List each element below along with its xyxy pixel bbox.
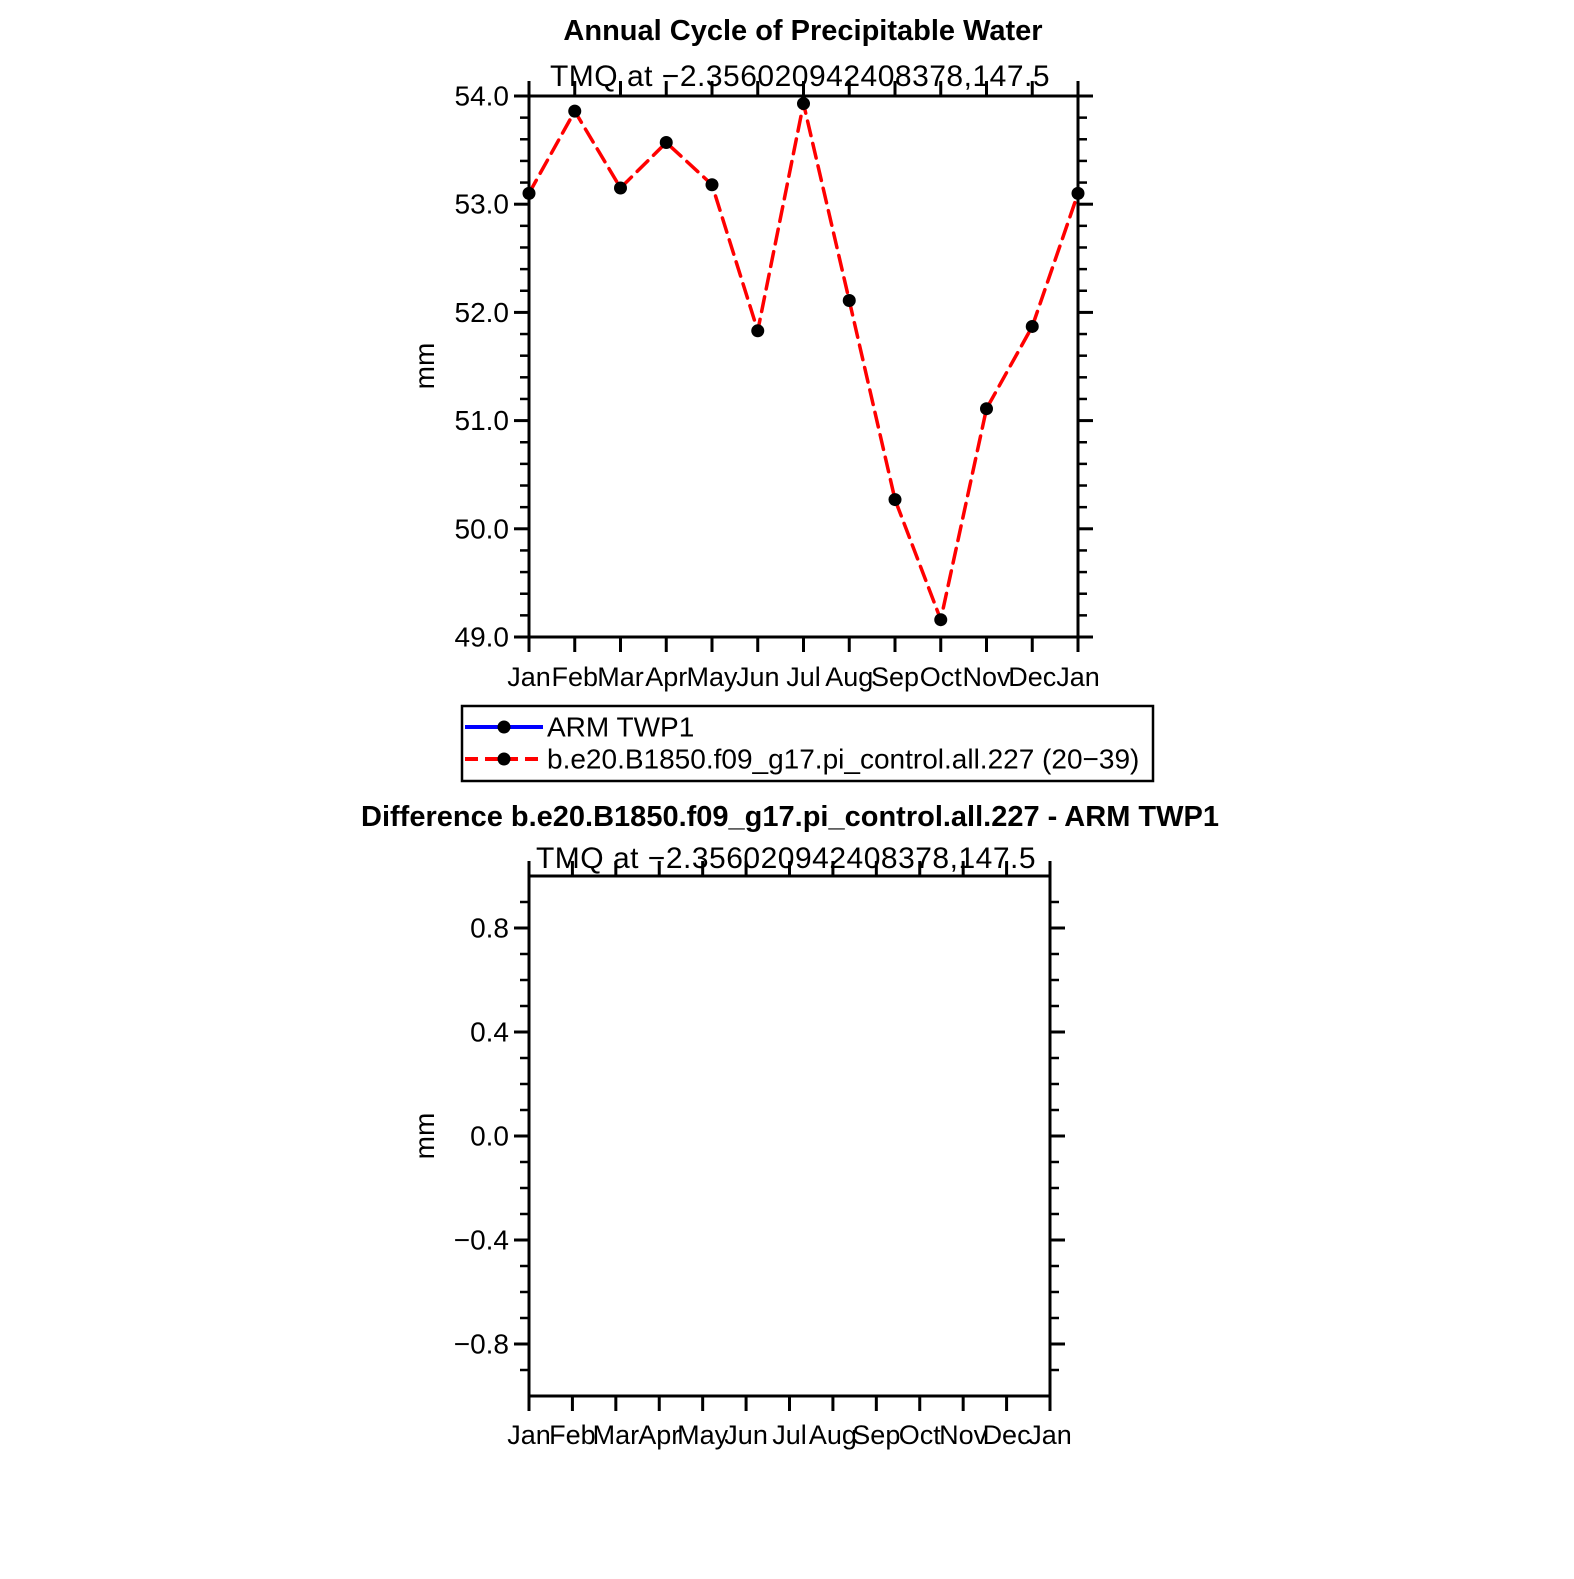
y-axis-tick-label: 52.0 — [454, 296, 509, 328]
data-point-marker — [843, 294, 856, 307]
y-axis-tick-label: 0.0 — [470, 1120, 509, 1152]
x-axis-tick-label: Aug — [808, 1420, 857, 1450]
plot-frame — [529, 876, 1050, 1396]
x-axis-tick-label: Feb — [551, 662, 599, 692]
data-point-marker — [568, 105, 581, 118]
x-axis-tick-label: Jan — [507, 1420, 551, 1450]
x-axis-tick-label: Jan — [507, 662, 551, 692]
legend-model-marker — [498, 753, 511, 766]
x-axis-tick-label: Jul — [772, 1420, 807, 1450]
y-axis-tick-label: 54.0 — [454, 80, 509, 112]
x-axis-tick-label: Nov — [962, 662, 1011, 692]
data-point-marker — [1026, 320, 1039, 333]
x-axis-tick-label: Nov — [939, 1420, 988, 1450]
legend — [462, 706, 1153, 781]
top-chart-subtitle: TMQ at −2.356020942408378,147.5 — [549, 60, 1051, 93]
x-axis-tick-label: Jun — [724, 1420, 768, 1450]
x-axis-tick-label: Apr — [645, 662, 688, 692]
x-axis-tick-label: Jan — [1028, 1420, 1072, 1450]
bottom-chart-subtitle: TMQ at −2.356020942408378,147.5 — [535, 842, 1037, 875]
x-axis-tick-label: Oct — [898, 1420, 941, 1450]
x-axis-tick-label: Mar — [592, 1420, 640, 1450]
x-axis-tick-label: May — [686, 662, 738, 692]
data-point-marker — [660, 136, 673, 149]
y-axis-tick-label: −0.4 — [453, 1224, 509, 1256]
x-axis-tick-label: May — [677, 1420, 729, 1450]
y-axis-tick-label: 53.0 — [454, 188, 509, 220]
data-point-marker — [889, 493, 902, 506]
y-axis-tick-label: −0.8 — [453, 1328, 509, 1360]
x-axis-tick-label: Jun — [735, 662, 780, 692]
legend-obs-label: ARM TWP1 — [547, 711, 695, 743]
legend-model-label: b.e20.B1850.f09_g17.pi_control.all.227 (20−39) — [547, 743, 1140, 775]
x-axis-tick-label: Dec — [982, 1420, 1031, 1450]
data-point-marker — [751, 324, 764, 337]
y-axis-tick-label: 49.0 — [454, 621, 509, 653]
data-point-marker — [980, 402, 993, 415]
top-chart-title: Annual Cycle of Precipitable Water — [563, 15, 1043, 47]
series-line — [529, 104, 1078, 620]
x-axis-tick-label: Apr — [638, 1420, 681, 1450]
data-point-marker — [934, 613, 947, 626]
top-chart-y-axis-title: mm — [409, 342, 440, 390]
x-axis-tick-label: Jul — [786, 662, 821, 692]
x-axis-tick-label: Aug — [825, 662, 874, 692]
data-point-marker — [523, 187, 536, 200]
bottom-chart — [361, 801, 1219, 1450]
y-axis-tick-label: 50.0 — [454, 513, 509, 545]
bottom-chart-plot-area — [454, 861, 1072, 1450]
x-axis-tick-label: Jan — [1056, 662, 1100, 692]
y-axis-tick-label: 0.8 — [470, 912, 509, 944]
x-axis-tick-label: Oct — [919, 662, 962, 692]
y-axis-tick-label: 0.4 — [470, 1016, 509, 1048]
x-axis-tick-label: Sep — [852, 1420, 901, 1450]
y-axis-tick-label: 51.0 — [454, 405, 509, 437]
data-point-marker — [797, 97, 810, 110]
x-axis-tick-label: Sep — [870, 662, 920, 692]
top-chart — [409, 15, 1100, 692]
bottom-chart-title: Difference b.e20.B1850.f09_g17.pi_control.all.227 - ARM TWP1 — [361, 801, 1219, 833]
top-chart-plot-area — [455, 81, 1100, 693]
data-point-marker — [614, 181, 627, 194]
x-axis-tick-label: Mar — [597, 662, 644, 692]
data-point-marker — [1072, 187, 1085, 200]
legend-obs-marker — [498, 721, 511, 734]
bottom-chart-y-axis-title: mm — [409, 1112, 440, 1160]
plot-frame — [529, 96, 1078, 637]
x-axis-tick-label: Dec — [1008, 662, 1057, 692]
data-point-marker — [706, 178, 719, 191]
x-axis-tick-label: Feb — [549, 1420, 596, 1450]
